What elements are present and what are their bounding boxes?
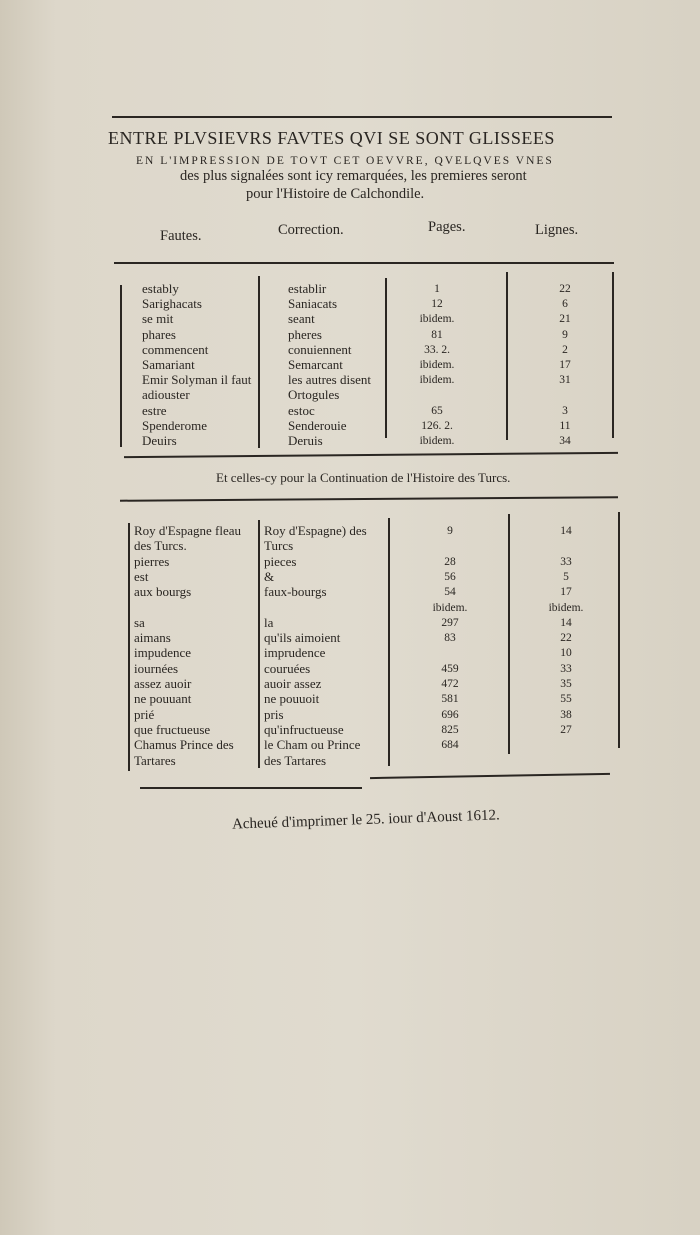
table1-row-5-faute: Samariant (142, 357, 195, 372)
table1-row-2-faute: se mit (142, 311, 174, 327)
table2-row-14-faute: Chamus Prince des (134, 737, 234, 753)
column-pages: Pages. (428, 219, 466, 235)
table2-row-4-faute: aux bourgs (134, 584, 192, 600)
table1-row-5-ligne: 17 (559, 359, 571, 371)
table2-row-0-faute: Roy d'Espagne fleau (134, 523, 242, 538)
table2-vline-right (618, 512, 620, 748)
table2-row-14-page: 684 (441, 739, 459, 752)
table1-row-3-ligne: 9 (562, 328, 568, 341)
heading-line1: ENTRE PLVSIEVRS FAVTES QVI SE SONT GLISSEES (108, 128, 555, 148)
table2-row-7-correction: qu'ils aimoient (264, 630, 341, 646)
table1-row-0-page: 1 (434, 283, 440, 295)
table1-row-9-page: 126. 2. (421, 419, 453, 432)
table2-row-3-correction: & (264, 568, 275, 584)
table2-vline-mid2 (388, 518, 390, 766)
table2-row-4-ligne: 17 (560, 586, 572, 599)
table1-row-4-page: 33. 2. (424, 343, 450, 356)
table2-row-2-ligne: 33 (560, 555, 572, 568)
table2-row-3-page: 56 (444, 570, 456, 583)
table2-row-10-correction: auoir assez (264, 676, 322, 691)
table2-row-1-faute: des Turcs. (134, 538, 187, 554)
table1-row-8-faute: estre (142, 402, 167, 418)
table1-row-4-faute: commencent (142, 341, 209, 357)
top-rule (112, 116, 612, 118)
table2-vline-left (128, 523, 130, 771)
table2-row-9-faute: iournées (134, 660, 179, 676)
table1-row-2-page: ibidem. (419, 313, 455, 326)
table1-vline-mid3 (506, 272, 508, 440)
table1-row-4-ligne: 2 (562, 343, 568, 356)
table1-row-10-page: ibidem. (419, 435, 455, 447)
table2-row-12-faute: prié (134, 706, 155, 722)
table2-row-10-faute: assez auoir (134, 676, 192, 691)
column-lignes: Lignes. (535, 222, 579, 238)
table1-row-6-ligne: 31 (559, 374, 571, 387)
table2-row-1-correction: Turcs (264, 538, 294, 554)
table2-row-2-correction: pieces (264, 553, 297, 569)
table2-row-15-faute: Tartares (134, 752, 176, 768)
table2-row-12-ligne: 38 (560, 708, 572, 721)
colophon: Acheué d'imprimer le 25. iour d'Aoust 1612. (231, 807, 501, 833)
table2-row-9-ligne: 33 (560, 662, 572, 675)
table2-vline-mid1 (258, 520, 260, 768)
table2-row-12-correction: pris (264, 706, 284, 722)
table1-vline-left (120, 285, 122, 447)
table1-bottom-rule (124, 452, 618, 458)
table2-row-4-correction: faux-bourgs (264, 584, 327, 600)
table1-row-4-correction: conuiennent (288, 341, 352, 357)
table2-row-9-page: 459 (441, 662, 459, 675)
table1-row-5-correction: Semarcant (288, 357, 343, 372)
table2-row-0-ligne: 14 (560, 525, 572, 537)
table2-vline-mid3 (508, 514, 510, 754)
table1-row-1-faute: Sarighacats (142, 296, 202, 312)
table1-row-10-correction: Deruis (288, 433, 323, 448)
table2-row-3-ligne: 5 (563, 570, 569, 583)
table2-row-6-faute: sa (134, 614, 145, 630)
table2-row-13-correction: qu'infructueuse (264, 721, 344, 737)
table1-row-5-page: ibidem. (419, 359, 455, 371)
table2-row-11-page: 581 (441, 693, 459, 706)
table2-row-14-correction: le Cham ou Prince (264, 737, 361, 753)
table1-row-2-ligne: 21 (559, 313, 571, 326)
table2-row-4-page: 54 (444, 586, 456, 599)
table1-row-3-page: 81 (431, 328, 443, 341)
table2-bottom-rule-a (140, 787, 362, 789)
table2-row-0-correction: Roy d'Espagne) des (264, 523, 367, 538)
heading-line3: des plus signalées sont icy remarquées, les premieres seront (180, 168, 527, 184)
subheading: Et celles-cy pour la Continuation de l'Histoire des Turcs. (216, 470, 511, 485)
table2-row-6-correction: la (264, 614, 274, 630)
table1-row-0-ligne: 22 (559, 283, 571, 295)
heading-line4: pour l'Histoire de Calchondile. (246, 186, 425, 202)
table2-row-8-faute: impudence (134, 645, 192, 661)
table2-row-12-page: 696 (441, 708, 459, 721)
table1-row-7-faute: adiouster (142, 387, 190, 403)
table2-row-10-ligne: 35 (560, 678, 572, 690)
table1-row-3-correction: pheres (288, 326, 322, 342)
table1-row-2-correction: seant (288, 311, 315, 327)
table1-row-6-page: ibidem. (419, 374, 455, 387)
table2-row-13-ligne: 27 (560, 723, 572, 736)
table1-row-9-ligne: 11 (559, 419, 571, 432)
column-correction: Correction. (278, 222, 344, 238)
table2-row-3-faute: est (134, 568, 149, 584)
table2-row-2-page: 28 (444, 555, 456, 568)
heading-line2: EN L'IMPRESSION DE TOVT CET OEVVRE, QVELQVES VNES (136, 155, 554, 167)
table2-row-5-page: ibidem. (432, 601, 468, 614)
table1-row-6-correction: les autres disent (288, 372, 372, 388)
table2-row-7-page: 83 (444, 632, 456, 645)
table2-row-13-page: 825 (441, 723, 459, 736)
table2-row-11-ligne: 55 (560, 693, 572, 706)
table2-row-11-faute: ne pouuant (134, 691, 192, 707)
table1-row-6-faute: Emir Solyman il faut (142, 372, 252, 388)
table2-row-7-ligne: 22 (560, 632, 572, 645)
table1-row-0-correction: establir (288, 281, 327, 296)
table2-row-8-correction: imprudence (264, 645, 326, 661)
table1-vline-mid2 (385, 278, 387, 438)
table1-row-8-correction: estoc (288, 402, 315, 418)
table2-row-5-ligne: ibidem. (548, 601, 584, 614)
table1-row-9-faute: Spenderome (142, 417, 207, 433)
table2-row-10-page: 472 (441, 678, 459, 690)
table1-vline-right (612, 272, 614, 438)
table1-row-8-page: 65 (431, 404, 443, 417)
table1-row-10-faute: Deuirs (142, 433, 177, 448)
table2-row-9-correction: couruées (264, 660, 311, 676)
table2-row-8-ligne: 10 (560, 647, 572, 660)
table2-bottom-rule-b (370, 773, 610, 779)
table2-row-7-faute: aimans (134, 630, 171, 646)
table2-row-0-page: 9 (447, 525, 453, 537)
table1-row-1-correction: Saniacats (288, 296, 338, 312)
table2-row-6-ligne: 14 (560, 616, 572, 629)
table1-row-1-page: 12 (431, 298, 443, 311)
table2-top-rule (120, 496, 618, 501)
table1-vline-mid1 (258, 276, 260, 448)
table2-row-11-correction: ne pouuoit (264, 691, 320, 707)
table1-row-3-faute: phares (142, 326, 176, 342)
table2-row-6-page: 297 (441, 616, 459, 629)
header-rule (114, 262, 614, 264)
table2-row-2-faute: pierres (134, 553, 170, 569)
table1-row-9-correction: Senderouie (288, 417, 347, 433)
table2-row-13-faute: que fructueuse (134, 721, 211, 737)
table1-row-0-faute: estably (142, 281, 179, 296)
column-fautes: Fautes. (160, 228, 202, 244)
table2-row-15-correction: des Tartares (264, 752, 327, 768)
table1-row-10-ligne: 34 (559, 435, 571, 447)
table1-row-7-correction: Ortogules (288, 387, 340, 403)
table1-row-8-ligne: 3 (562, 404, 568, 417)
table1-row-1-ligne: 6 (562, 298, 568, 311)
